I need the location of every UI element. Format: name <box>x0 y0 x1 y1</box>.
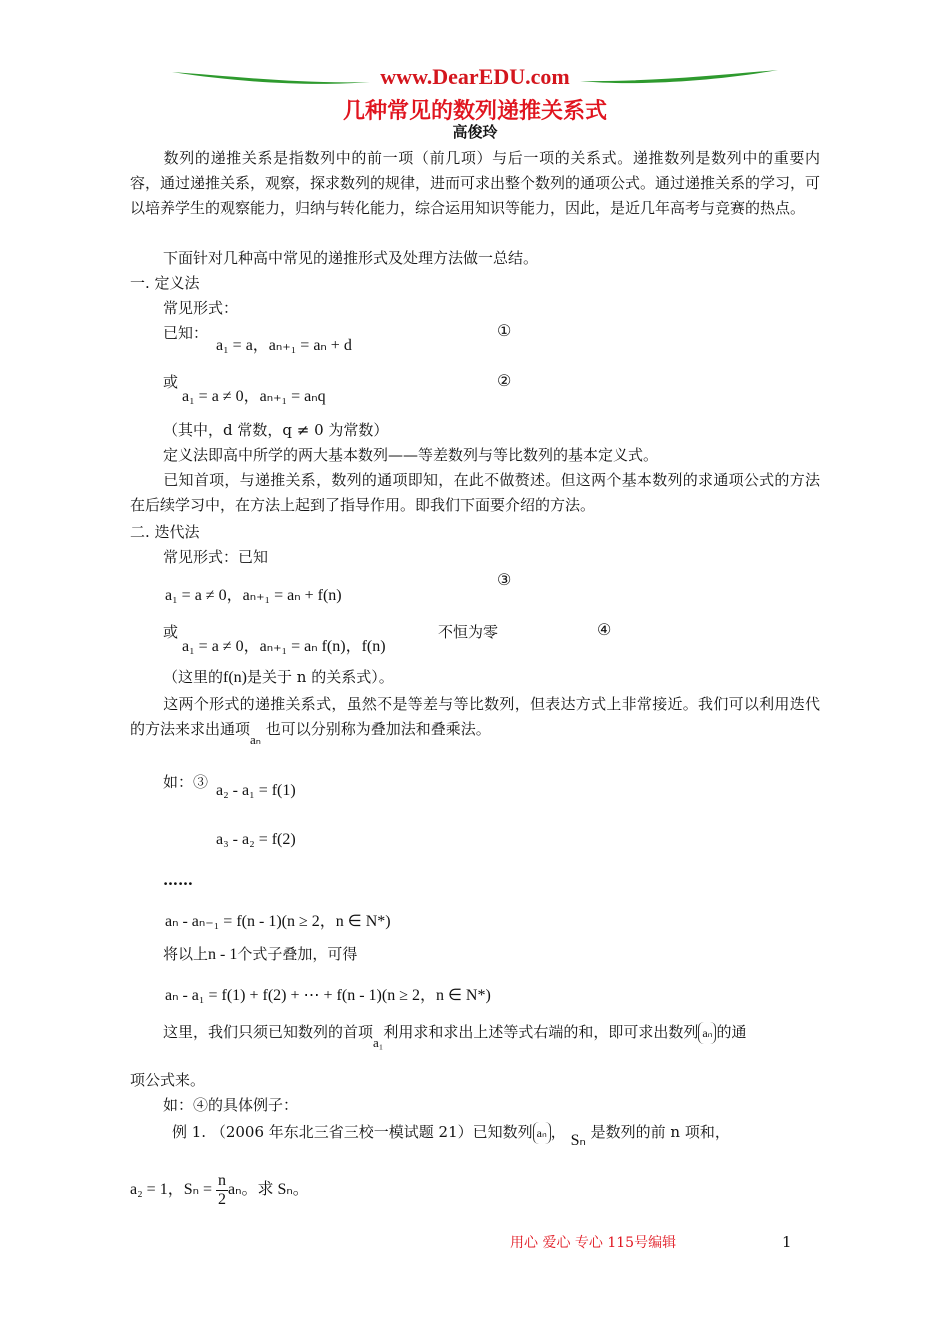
section1-heading: 一. 定义法 <box>130 274 200 292</box>
an-term: aₙ <box>250 732 261 747</box>
example-prefix: 如：③ <box>163 773 209 791</box>
summed-equation: aₙ - a₁ = f(1) + f(2) + ⋯ + f(n - 1)(n ≥ 2，n ∈ N*) <box>165 987 491 1004</box>
section2-paragraph-1: 这两个形式的递推关系式，虽然不是等差与等比数列，但表达方式上非常接近。我们可以利用迭代的方法来求出通项aₙ 也可以分别称为叠加法和叠乘法。 <box>130 695 820 747</box>
equation-3: a₁ = a ≠ 0，aₙ₊₁ = aₙ + f(n) <box>165 587 342 604</box>
sequence-an-brace: aₙ <box>698 1022 716 1044</box>
example-1: 例 1. （2006 年东北三省三校一模试题 21）已知数列 aₙ ， Sₙ 是数列的前 n 项和， <box>172 1123 730 1149</box>
equation-4: a₁ = a ≠ 0，aₙ₊₁ = aₙ f(n)，f(n) <box>182 638 386 655</box>
banner-left-swoosh <box>172 72 370 84</box>
example-1-equation: a₂ = 1，Sₙ = $\frac{n}{2}$ aₙ。求 Sₙ。 <box>130 1172 309 1208</box>
section2-or: 或 <box>163 623 179 641</box>
iteration-step-1: a₂ - a₁ = f(1) <box>216 782 296 799</box>
fraction-n-over-2: $\frac{n}{2}$ <box>218 1172 227 1208</box>
equation-2-marker: ② <box>497 371 512 390</box>
site-banner <box>170 62 780 92</box>
page-number: 1 <box>782 1233 792 1251</box>
intro-paragraph: 数列的递推关系是指数列中的前一项（前几项）与后一项的关系式。递推数列是数列中的重要内容，通过递推关系，观察，探求数列的规律，进而可求出整个数列的通项公式。通过递推关系的学习，可以培养学生的观察能力，归纳与转化能力，综合运用知识等能力，因此，是近几年高考与竞赛的热点。 <box>130 149 821 217</box>
banner-site-text: www.DearEDU.com <box>380 64 570 89</box>
equation-2: a₁ = a ≠ 0，aₙ₊₁ = aₙq <box>182 388 326 405</box>
sum-instruction: 将以上n - 1个式子叠加，可得 <box>163 945 358 963</box>
section1-given: 已知： <box>163 324 209 342</box>
section1-paragraph-1: 定义法即高中所学的两大基本数列——等差数列与等比数列的基本定义式。 <box>163 446 659 464</box>
section2-note: （这里的f(n)是关于 n 的关系式）。 <box>163 668 394 686</box>
equation-3-marker: ③ <box>497 570 512 589</box>
section1-or: 或 <box>163 373 179 391</box>
iteration-step-2: a₃ - a₂ = f(2) <box>216 831 296 848</box>
section2-paragraph-2-cont: 项公式来。 <box>130 1071 206 1089</box>
equation-1-marker: ① <box>497 321 512 340</box>
page-title: 几种常见的数列递推关系式 <box>342 99 607 124</box>
section1-common-form: 常见形式： <box>163 299 239 317</box>
a1-term: a₁ <box>373 1035 384 1050</box>
section1-paragraph-2: 已知首项，与递推关系，数列的通项即知，在此不做赘述。但这两个基本数列的求通项公式的方法在后续学习中，在方法上起到了指导作用。即我们下面要介绍的方法。 <box>130 471 820 514</box>
iteration-step-n: aₙ - aₙ₋₁ = f(n - 1)(n ≥ 2，n ∈ N*) <box>165 913 391 930</box>
iteration-ellipsis: …… <box>163 871 193 889</box>
author-name: 高俊玲 <box>452 123 498 141</box>
example-intro: 如：④的具体例子： <box>163 1096 299 1114</box>
banner-right-swoosh <box>580 70 778 83</box>
section1-note: （其中，d 常数，q ≠ 0 为常数） <box>163 421 389 439</box>
equation-1: a₁ = a，aₙ₊₁ = aₙ + d <box>216 337 352 354</box>
equation-4-marker: ④ <box>597 620 612 639</box>
footer-slogan: 用心 爱心 专心 115号编辑 <box>510 1235 677 1251</box>
section2-heading: 二. 迭代法 <box>130 523 200 541</box>
sn-term: Sₙ <box>570 1132 586 1149</box>
intro-summary: 下面针对几种高中常见的递推形式及处理方法做一总结。 <box>163 249 539 267</box>
sequence-an-brace: aₙ <box>533 1122 551 1144</box>
section2-common-form: 常见形式：已知 <box>163 548 269 566</box>
equation-4-not-zero: 不恒为零 <box>438 623 499 641</box>
section2-paragraph-2: 这里，我们只须已知数列的首项a₁利用求和求出上述等式右端的和，即可求出数列 aₙ 的通 <box>163 1023 747 1050</box>
